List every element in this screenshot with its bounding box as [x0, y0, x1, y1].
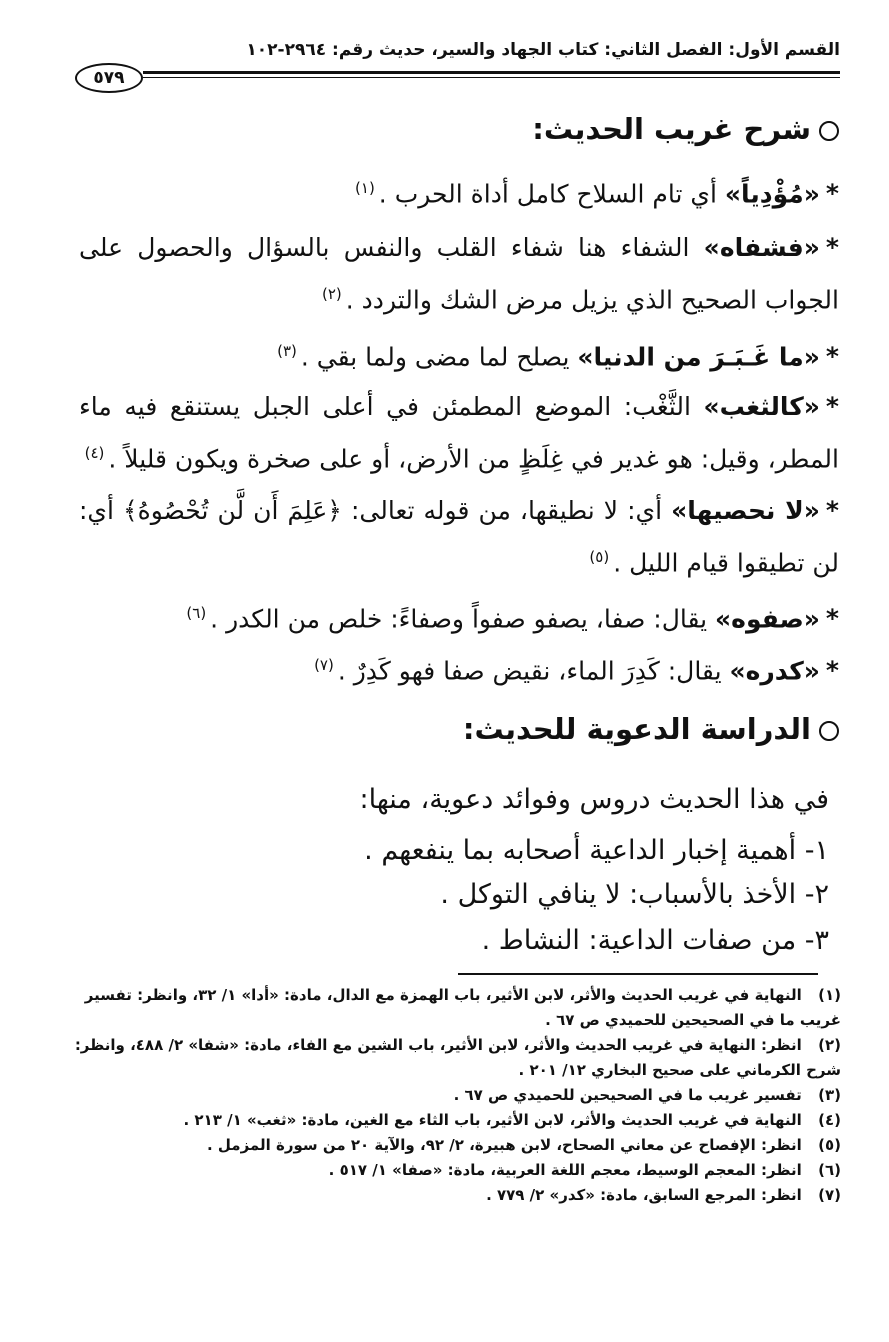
footnote: [51, 1083, 841, 1108]
footnote-number: (٤): [818, 1111, 841, 1129]
entry-term: «كدره»: [729, 656, 820, 686]
entry-text: يقال: صفا، يصفو صفواً وصفاءً: خلص من الكدر .: [210, 604, 716, 634]
entry-text: الشفاء هنا شفاء القلب والنفس بالسؤال والحصول على الجواب الصحيح الذي يزيل مرض الشك والتردد .: [79, 233, 839, 315]
footnote-text: تفسير غريب ما في الصحيحين للحميدي ص ٦٧ .: [453, 1086, 802, 1104]
entry-term: «كالثغب»: [703, 392, 820, 421]
asterisk-icon: *: [825, 656, 839, 686]
entry-text: أي تام السلاح كامل أداة الحرب .: [378, 179, 725, 209]
running-header: [75, 40, 840, 100]
footnote-text: النهاية في غريب الحديث والأثر، لابن الأثير، باب الهمزة مع الدال، مادة: «أدا» ١/ ٣٢، وانظر: تفسير غريب ما في الصحيحين للحميدي ص ٦٧ .: [84, 986, 841, 1029]
dawah-intro: في هذا الحديث دروس وفوائد دعوية، منها:: [359, 784, 829, 815]
entry-term: «ما غَـبَـرَ من الدنيا»: [577, 342, 820, 372]
page-number: ٥٧٩: [75, 63, 143, 93]
gharib-entry: [79, 225, 839, 323]
footnote-ref: (٥): [589, 548, 610, 566]
footnote-number: (٢): [818, 1036, 841, 1054]
list-item: ١- أهمية إخبار الداعية أصحابه بما ينفعهم .: [364, 835, 829, 866]
gharib-entry: [79, 165, 839, 217]
header-title: القسم الأول: الفصل الثاني: كتاب الجهاد والسير، حديث رقم: ٢٩٦٤-١٠٢: [246, 40, 840, 60]
footnote-number: (٧): [818, 1186, 841, 1204]
entry-term: «لا نحصيها»: [671, 496, 820, 525]
footnote-number: (٦): [818, 1161, 841, 1179]
entry-term: «مُؤْدِياً»: [724, 179, 820, 209]
footnote-text: النهاية في غريب الحديث والأثر، لابن الأثير، باب الثاء مع الغين، مادة: «ثغب» ١/ ٢١٣ .: [183, 1111, 802, 1129]
header-rule-thin: [143, 77, 840, 78]
footnote: [51, 983, 841, 1033]
entry-term: «فشفاه»: [703, 233, 820, 262]
asterisk-icon: *: [825, 604, 839, 634]
list-item: ٣- من صفات الداعية: النشاط .: [481, 925, 829, 956]
asterisk-icon: *: [825, 342, 839, 372]
footnote: [51, 1158, 841, 1183]
footnote-ref: (٢): [322, 285, 342, 303]
footnote-ref: (٧): [314, 656, 334, 674]
gharib-entry: [79, 384, 839, 482]
asterisk-icon: *: [825, 179, 839, 209]
footnote-text: انظر: المرجع السابق، مادة: «كدر» ٢/ ٧٧٩ .: [486, 1186, 802, 1204]
footnote-text: انظر: النهاية في غريب الحديث والأثر، لابن الأثير، باب الشين مع الفاء، مادة: «شفا» ٢/ ٤٨٨، وانظر: شرح الكرماني على صحيح البخاري ١٢/ ٢٠١ .: [74, 1036, 841, 1079]
entry-text: الثَّغْب: الموضع المطمئن في أعلى الجبل يستنقع فيه ماء المطر، وقيل: هو غدير في غِلَظٍ من الأرض، أو على صخرة ويكون قليلاً .: [79, 392, 839, 474]
footnote: [51, 1133, 841, 1158]
entry-text: يقال: كَدِرَ الماء، نقيض صفا فهو كَدِرٌ .: [337, 656, 730, 686]
asterisk-icon: *: [825, 392, 839, 421]
section-title-gharib: [532, 112, 839, 146]
footnote-number: (٣): [818, 1086, 841, 1104]
section-title-dawah: [463, 712, 839, 746]
footnote-divider: [458, 973, 818, 975]
entry-text: أي: لا نطيقها، من قوله تعالى: ﴿عَلِمَ أَن لَّن تُحْصُوهُ﴾ أي: لن تطيقوا قيام الليل .: [79, 496, 839, 578]
footnote: [51, 1033, 841, 1083]
entry-text: يصلح لما مضى ولما بقي .: [300, 342, 578, 372]
entry-term: «صفوه»: [715, 604, 820, 634]
footnote-number: (١): [818, 986, 841, 1004]
footnote: [51, 1108, 841, 1133]
footnotes: [51, 983, 841, 1208]
section-title-text: الدراسة الدعوية للحديث:: [462, 712, 811, 746]
footnote: [51, 1183, 841, 1208]
section-title-text: شرح غريب الحديث:: [532, 112, 811, 146]
circle-bullet-icon: [819, 721, 839, 741]
footnote-ref: (٤): [84, 444, 105, 462]
footnote-ref: (٦): [186, 604, 207, 622]
gharib-entry: [79, 488, 839, 586]
asterisk-icon: *: [825, 233, 839, 262]
circle-bullet-icon: [819, 121, 839, 141]
header-rule-thick: [143, 71, 840, 74]
asterisk-icon: *: [825, 496, 839, 525]
list-item: ٢- الأخذ بالأسباب: لا ينافي التوكل .: [440, 879, 829, 910]
gharib-entry: [79, 590, 839, 642]
footnote-text: انظر: المعجم الوسيط، معجم اللغة العربية، مادة: «صفا» ١/ ٥١٧ .: [328, 1161, 802, 1179]
footnote-ref: (٣): [277, 342, 297, 360]
footnote-ref: (١): [355, 179, 375, 197]
footnote-text: انظر: الإفصاح عن معاني الصحاح، لابن هبيرة، ٢/ ٩٢، والآية ٢٠ من سورة المزمل .: [207, 1136, 802, 1154]
gharib-entry: [79, 328, 839, 380]
footnote-number: (٥): [818, 1136, 841, 1154]
gharib-entry: [79, 642, 839, 694]
